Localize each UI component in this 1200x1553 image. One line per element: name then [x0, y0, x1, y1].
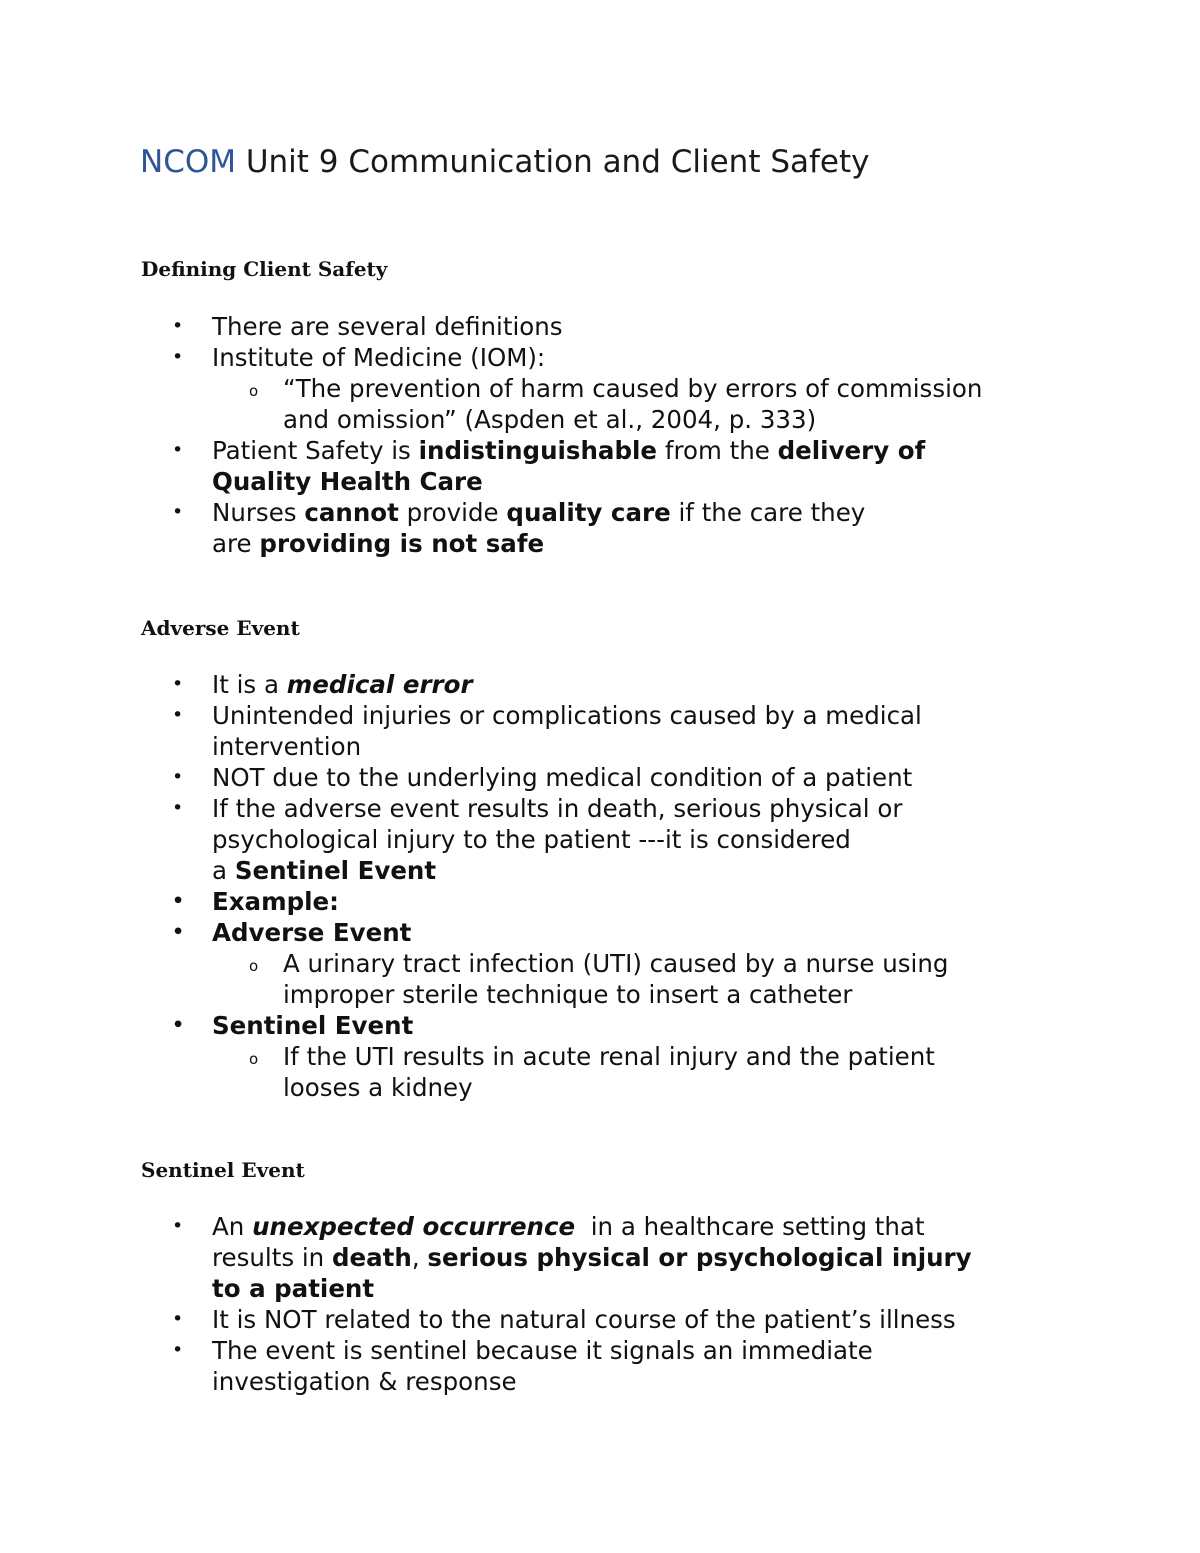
- list-item: [0, 793, 1060, 886]
- text-run: ,: [411, 1243, 428, 1272]
- bullet-line: [212, 1211, 1060, 1242]
- bullet-line: • If the adverse event results in death, serious physical or: [212, 794, 903, 823]
- adverse-event-list: [0, 669, 1060, 1103]
- bold-run: Quality Health Care: [212, 467, 483, 496]
- bullet-line: [212, 1242, 1060, 1273]
- section-heading-sentinel-event: Sentinel Event: [141, 1158, 305, 1182]
- defining-client-safety-list: [0, 311, 1060, 559]
- sentinel-event-list: [0, 1211, 1060, 1397]
- text-run: Nurses: [212, 498, 305, 527]
- bullet-text: NOT due to the underlying medical condition of a patient: [212, 763, 913, 792]
- list-item: [0, 762, 1060, 793]
- bullet-text: There are several definitions: [212, 312, 563, 341]
- page-title: [140, 144, 870, 180]
- sub-bullet-text: looses a kidney: [283, 1073, 473, 1102]
- bullet-line: [212, 497, 1060, 528]
- text-run: results in: [212, 1243, 332, 1272]
- text-run: a: [212, 856, 235, 885]
- list-item: [0, 1211, 1060, 1304]
- bold-run: serious physical or psychological injury: [427, 1243, 972, 1272]
- list-item: [0, 700, 1060, 762]
- bold-run: cannot: [304, 498, 399, 527]
- text-run: provide: [398, 498, 507, 527]
- list-item: [0, 1010, 1060, 1041]
- bullet-text: Sentinel Event: [212, 1011, 414, 1040]
- bullet-line: investigation & response: [212, 1367, 517, 1396]
- bold-run: to a patient: [212, 1274, 375, 1303]
- list-item: [0, 1304, 1060, 1335]
- section-heading-adverse-event: Adverse Event: [141, 616, 300, 640]
- bullet-text: Example:: [212, 887, 339, 916]
- bold-run: providing is not safe: [259, 529, 545, 558]
- sub-bullet-text: o A urinary tract infection (UTI) caused by a nurse using: [283, 949, 949, 978]
- bold-run: quality care: [506, 498, 671, 527]
- bold-italic-run: unexpected occurrence: [252, 1212, 576, 1241]
- section-heading-defining-client-safety: Defining Client Safety: [141, 257, 388, 281]
- title-accent: NCOM: [140, 144, 236, 180]
- list-item: [0, 311, 1060, 342]
- sub-bullet-text: and omission” (Aspden et al., 2004, p. 333): [283, 405, 817, 434]
- bullet-text: It is NOT related to the natural course of the patient’s illness: [212, 1305, 956, 1334]
- bold-run: indistinguishable: [418, 436, 658, 465]
- bullet-line: • Unintended injuries or complications caused by a medical: [212, 701, 922, 730]
- list-item: [0, 886, 1060, 917]
- bullet-line: • The event is sentinel because it signals an immediate: [212, 1336, 873, 1365]
- sub-bullet-text: o “The prevention of harm caused by errors of commission: [283, 374, 983, 403]
- sub-bullet-text: o If the UTI results in acute renal injury and the patient: [283, 1042, 935, 1071]
- text-run: if the care they: [670, 498, 866, 527]
- list-item: [0, 669, 1060, 700]
- list-item: [0, 1335, 1060, 1397]
- bullet-line: [212, 855, 1060, 886]
- list-item: [0, 497, 1060, 559]
- sub-list-item: [0, 373, 1060, 435]
- sub-list-item: [0, 1041, 1060, 1103]
- bullet-line: [212, 435, 1060, 466]
- bullet-text: Institute of Medicine (IOM):: [212, 343, 546, 372]
- list-item: [0, 917, 1060, 948]
- sub-bullet-text: improper sterile technique to insert a catheter: [283, 980, 853, 1009]
- text-run: in a healthcare setting that: [575, 1212, 925, 1241]
- title-text: Unit 9 Communication and Client Safety: [235, 144, 870, 180]
- bullet-text: Adverse Event: [212, 918, 412, 947]
- list-item: [0, 342, 1060, 373]
- list-item: [0, 435, 1060, 497]
- text-run: are: [212, 529, 260, 558]
- bold-run: delivery of: [777, 436, 926, 465]
- sub-list-item: [0, 948, 1060, 1010]
- bold-run: Sentinel Event: [234, 856, 437, 885]
- bullet-line: [212, 528, 1060, 559]
- text-run: Patient Safety is: [212, 436, 419, 465]
- bullet-line: intervention: [212, 732, 362, 761]
- text-run: An: [212, 1212, 253, 1241]
- text-run: from the: [657, 436, 778, 465]
- bold-italic-run: medical error: [286, 670, 473, 699]
- bold-run: death: [332, 1243, 412, 1272]
- text-run: It is a: [212, 670, 287, 699]
- bullet-line: psychological injury to the patient ---it is considered: [212, 825, 851, 854]
